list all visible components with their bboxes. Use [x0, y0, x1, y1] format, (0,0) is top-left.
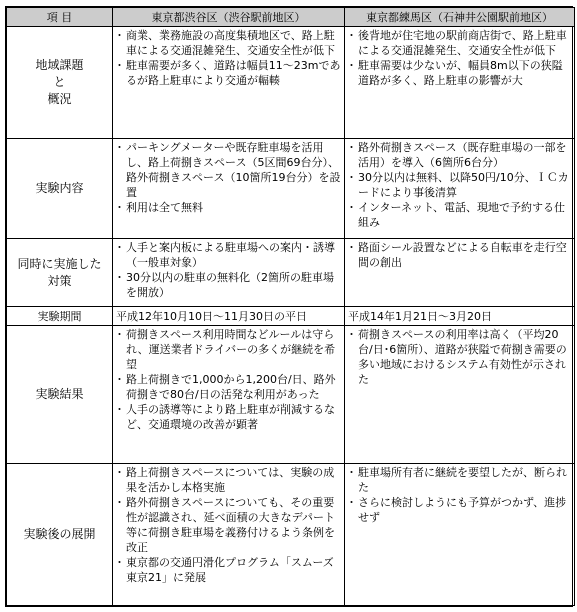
list-item: ・ 駐車場所有者に継続を要望したが、断られた	[348, 465, 571, 495]
row-label: 同時に実施した 対策	[7, 239, 113, 307]
row-regional-issues	[7, 27, 575, 139]
nerima-cell	[345, 139, 575, 239]
shibuya-cell	[113, 139, 345, 239]
list-item: ・ 30分以内は無料、以降50円/10分、ＩＣカードにより事後清算	[348, 170, 571, 200]
shibuya-cell	[113, 326, 345, 464]
header-item: 項 目	[7, 8, 113, 27]
comparison-table-frame	[5, 6, 573, 607]
list-item: ・ 路上荷捌きで1,000から1,200台/日、路外荷捌きで80台/日の活発な利用があった	[116, 372, 341, 402]
list-item: ・ 路外荷捌きスペース（既存駐車場の一部を活用）を導入（6箇所6台分）	[348, 140, 571, 170]
row-label: 地域課題 と 概況	[7, 27, 113, 139]
header-row	[7, 8, 575, 27]
list-item: ・ 路上荷捌きスペースについては、実験の成果を活かし本格実施	[116, 465, 341, 495]
list-item: ・ 荷捌きスペース利用時間などルールは守られ、運送業者ドライバーの多くが継続を希望	[116, 327, 341, 372]
list-item: ・ インターネット、電話、現地で予約する仕組み	[348, 200, 571, 230]
row-label: 実験内容	[7, 139, 113, 239]
nerima-cell	[345, 326, 575, 464]
list-item: ・ 商業、業務施設の高度集積地区で、路上駐車による交通混雑発生、交通安全性が低下	[116, 28, 341, 58]
shibuya-period: 平成12年10月10日～11月30日の平日	[113, 307, 345, 326]
row-experiment-content	[7, 139, 575, 239]
list-item: ・ 駐車需要は少ないが、幅員8m以下の狭隘道路が多く、路上駐車の影響が大	[348, 58, 571, 88]
list-item: ・ 東京都の交通円滑化プログラム「スムーズ東京21」に発展	[116, 555, 341, 585]
list-item: ・ 30分以内の駐車の無料化（2箇所の駐車場を開放）	[116, 270, 341, 300]
header-shibuya: 東京都渋谷区（渋谷駅前地区）	[113, 8, 345, 27]
list-item: ・ 荷捌きスペースの利用率は高く（平均20台/日･6箇所）、道路が狭隘で荷捌き需要の多い地域におけるシステム有効性が示された	[348, 327, 571, 387]
list-item: ・ 駐車需要が多く、道路は幅員11～23mであるが路上駐車により交通が輻輳	[116, 58, 341, 88]
shibuya-cell	[113, 464, 345, 606]
list-item: ・ パーキングメーターや既存駐車場を活用し、路上荷捌きスペース（5区間69台分）、路外荷捌きスペース（10箇所19台分）を設置	[116, 140, 341, 200]
row-label: 実験期間	[7, 307, 113, 326]
shibuya-cell	[113, 239, 345, 307]
shibuya-cell	[113, 27, 345, 139]
comparison-table	[6, 7, 575, 606]
header-nerima: 東京都練馬区（石神井公園駅前地区）	[345, 8, 575, 27]
nerima-cell	[345, 239, 575, 307]
row-post-experiment	[7, 464, 575, 606]
row-experiment-results	[7, 326, 575, 464]
list-item: ・ 後背地が住宅地の駅前商店街で、路上駐車による交通混雑発生、交通安全性が低下	[348, 28, 571, 58]
row-concurrent-measures	[7, 239, 575, 307]
nerima-period: 平成14年1月21日～3月20日	[345, 307, 575, 326]
list-item: ・ 人手と案内板による駐車場への案内・誘導（一般車対象）	[116, 240, 341, 270]
row-experiment-period	[7, 307, 575, 326]
row-label: 実験後の展開	[7, 464, 113, 606]
list-item: ・ さらに検討しようにも予算がつかず、進捗せず	[348, 495, 571, 525]
list-item: ・ 路外荷捌きスペースについても、その重要性が認識され、延べ面積の大きなデパート等に荷捌き駐車場を義務付けるよう条例を改正	[116, 495, 341, 555]
list-item: ・ 利用は全て無料	[116, 200, 341, 215]
row-label: 実験結果	[7, 326, 113, 464]
list-item: ・ 人手の誘導等により路上駐車が削減するなど、交通環境の改善が顕著	[116, 402, 341, 432]
nerima-cell	[345, 27, 575, 139]
nerima-cell	[345, 464, 575, 606]
list-item: ・ 路面シール設置などによる自転車を走行空間の創出	[348, 240, 571, 270]
